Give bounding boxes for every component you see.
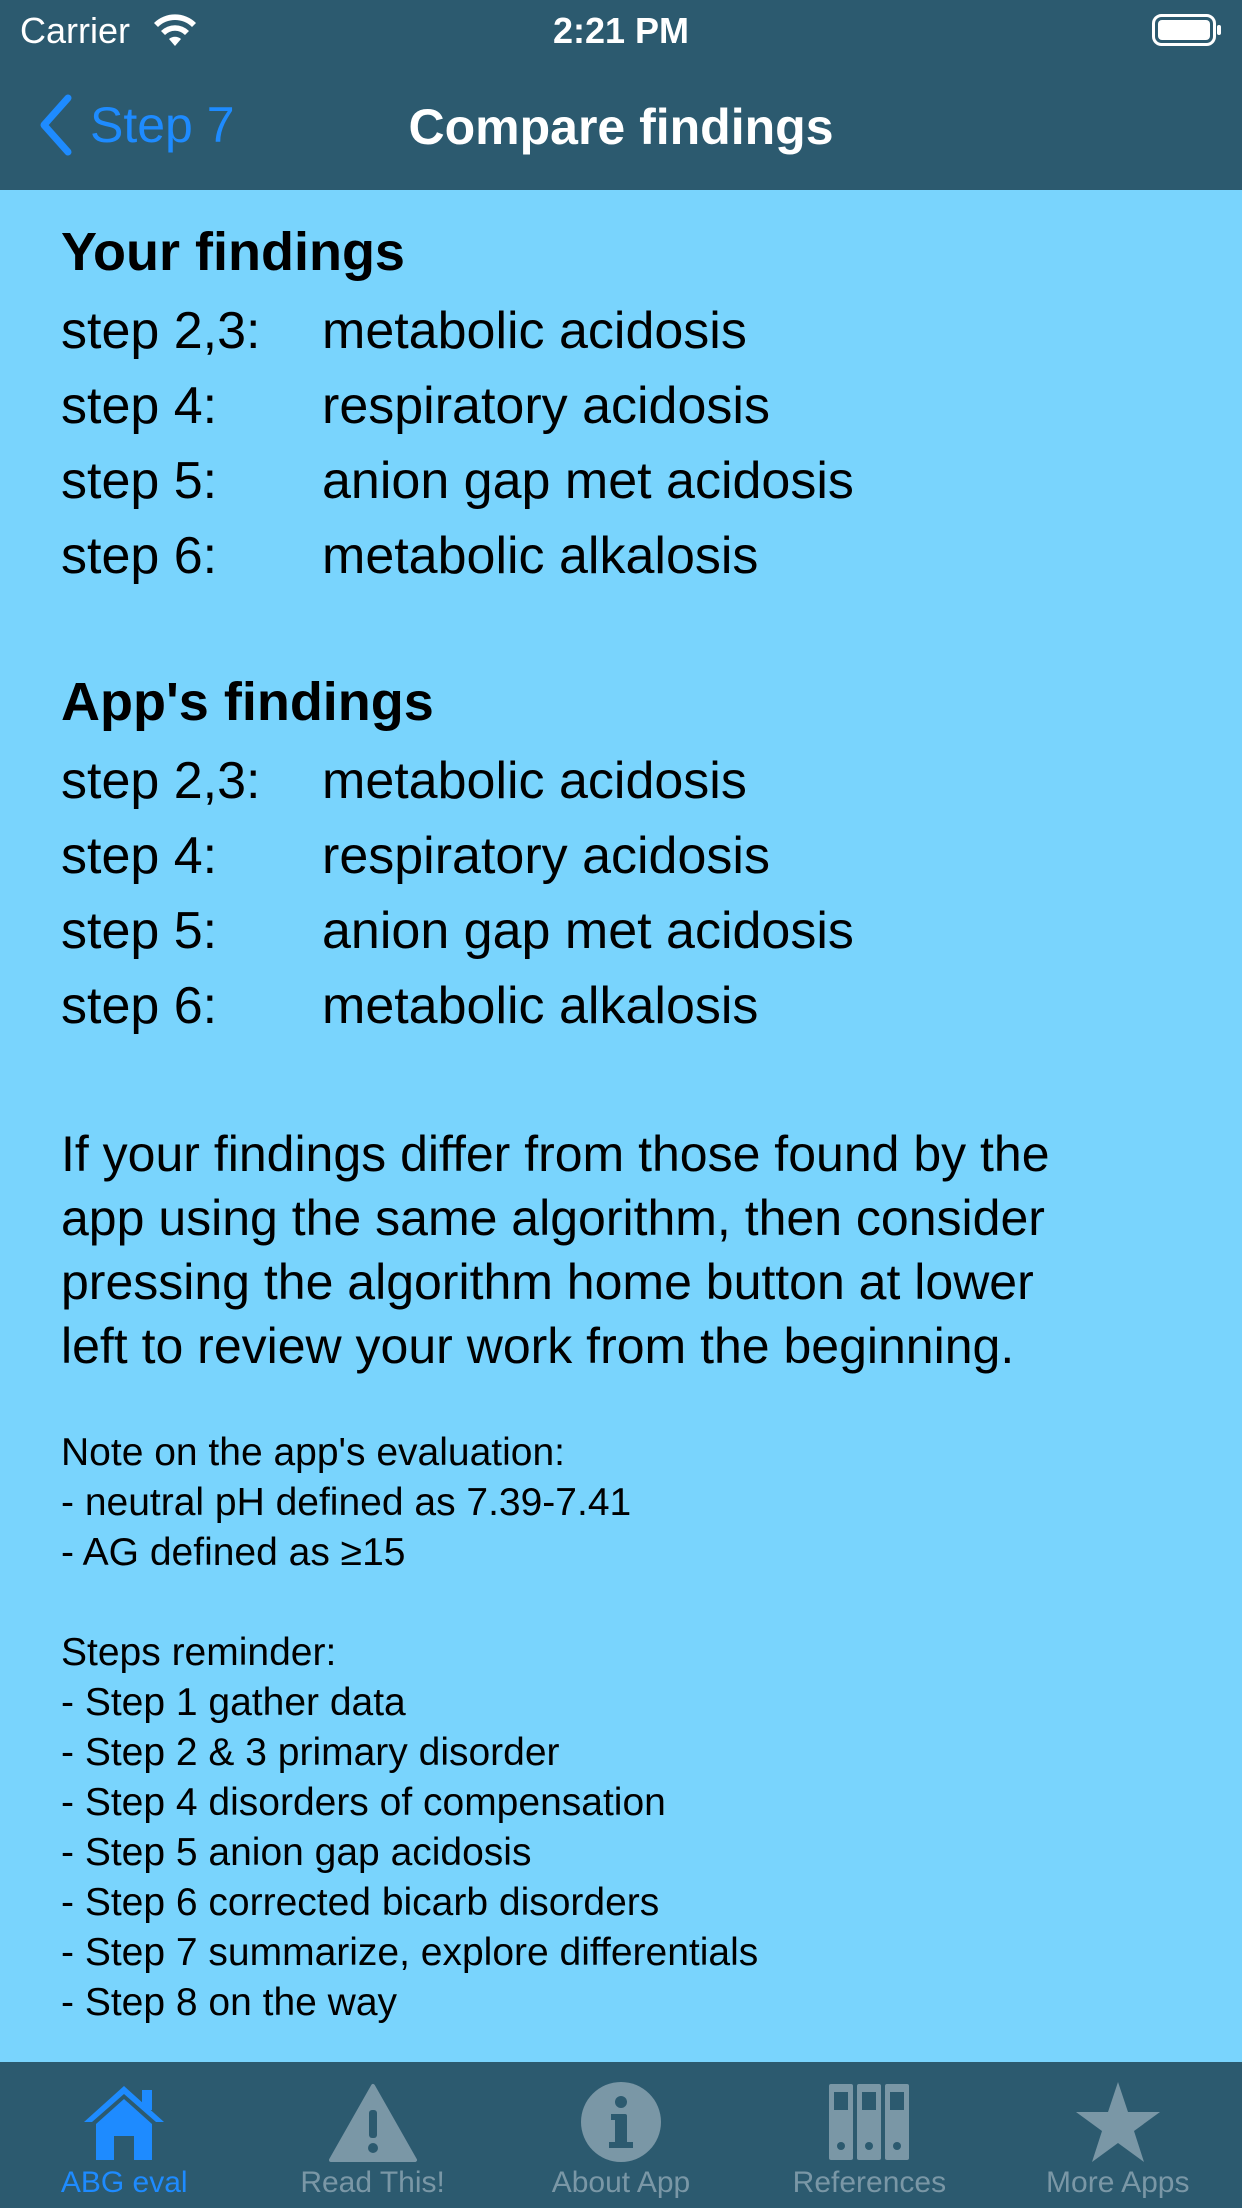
finding-step: step 5: — [61, 902, 218, 960]
binders-icon — [821, 2080, 917, 2164]
finding-value: respiratory acidosis — [322, 827, 770, 885]
finding-value: respiratory acidosis — [322, 377, 770, 435]
advice-line: app using the same algorithm, then consider — [61, 1190, 1045, 1246]
advice-line: pressing the algorithm home button at lower — [61, 1254, 1034, 1310]
tab-bar — [0, 2062, 1242, 2208]
tab-read-this[interactable] — [248, 2062, 496, 2208]
reminder-line: - Step 4 disorders of compensation — [61, 1781, 666, 1824]
reminder-line: - Step 6 corrected bicarb disorders — [61, 1881, 660, 1924]
your-findings-title: Your findings — [61, 222, 405, 282]
back-button-label: Step 7 — [90, 97, 235, 153]
finding-value: anion gap met acidosis — [322, 452, 854, 510]
reminder-line: - Step 1 gather data — [61, 1681, 406, 1724]
battery-icon — [1152, 14, 1222, 46]
note-line: Note on the app's evaluation: — [61, 1431, 565, 1474]
app-findings-title: App's findings — [61, 672, 434, 732]
reminder-line: - Step 2 & 3 primary disorder — [61, 1731, 560, 1774]
tab-label: References — [792, 2166, 947, 2199]
warning-icon — [325, 2080, 421, 2164]
clock: 2:21 PM — [552, 10, 690, 51]
finding-row — [61, 744, 1201, 819]
your-findings-list — [61, 294, 1201, 594]
tab-label: ABG eval — [60, 2166, 188, 2199]
advice-line: left to review your work from the beginning. — [61, 1318, 1015, 1374]
top-bar — [0, 0, 1242, 190]
finding-row — [61, 369, 1201, 444]
tab-about-app[interactable] — [497, 2062, 745, 2208]
app-findings-section — [61, 594, 1201, 1044]
reminder-line: Steps reminder: — [61, 1631, 337, 1674]
evaluation-note — [61, 1378, 1201, 1578]
tab-references[interactable] — [745, 2062, 993, 2208]
advice-line: If your findings differ from those found by the — [61, 1126, 1050, 1182]
tab-label: Read This! — [300, 2166, 445, 2199]
finding-step: step 6: — [61, 527, 218, 585]
finding-row — [61, 294, 1201, 369]
content-area — [61, 190, 1201, 2028]
finding-value: metabolic acidosis — [322, 302, 747, 360]
finding-row — [61, 519, 1201, 594]
info-icon — [573, 2080, 669, 2164]
tab-label: About App — [551, 2166, 691, 2199]
reminder-line: - Step 5 anion gap acidosis — [61, 1831, 532, 1874]
page-title: Compare findings — [408, 99, 834, 155]
reminder-line: - Step 7 summarize, explore differentials — [61, 1931, 759, 1974]
finding-value: metabolic acidosis — [322, 752, 747, 810]
finding-step: step 4: — [61, 377, 218, 435]
finding-step: step 2,3: — [61, 302, 261, 360]
navigation-bar — [0, 62, 1242, 190]
finding-row — [61, 894, 1201, 969]
finding-row — [61, 444, 1201, 519]
your-findings-section — [61, 190, 1201, 594]
status-bar — [0, 0, 1242, 62]
reminder-line: - Step 8 on the way — [61, 1981, 398, 2024]
carrier-label: Carrier — [20, 10, 131, 51]
star-icon — [1070, 2080, 1166, 2164]
finding-step: step 6: — [61, 977, 218, 1035]
tab-abg-eval[interactable] — [0, 2062, 248, 2208]
note-line: - neutral pH defined as 7.39-7.41 — [61, 1481, 632, 1524]
steps-reminder — [61, 1578, 1201, 2028]
finding-row — [61, 819, 1201, 894]
finding-step: step 2,3: — [61, 752, 261, 810]
finding-row — [61, 969, 1201, 1044]
finding-value: metabolic alkalosis — [322, 977, 759, 1035]
finding-step: step 5: — [61, 452, 218, 510]
finding-step: step 4: — [61, 827, 218, 885]
finding-value: anion gap met acidosis — [322, 902, 854, 960]
home-icon — [76, 2080, 172, 2164]
tab-more-apps[interactable] — [994, 2062, 1242, 2208]
note-line: - AG defined as ≥15 — [61, 1531, 406, 1574]
advice-paragraph — [61, 1044, 1201, 1378]
tab-label: More Apps — [1046, 2166, 1190, 2199]
app-findings-list — [61, 744, 1201, 1044]
finding-value: metabolic alkalosis — [322, 527, 759, 585]
